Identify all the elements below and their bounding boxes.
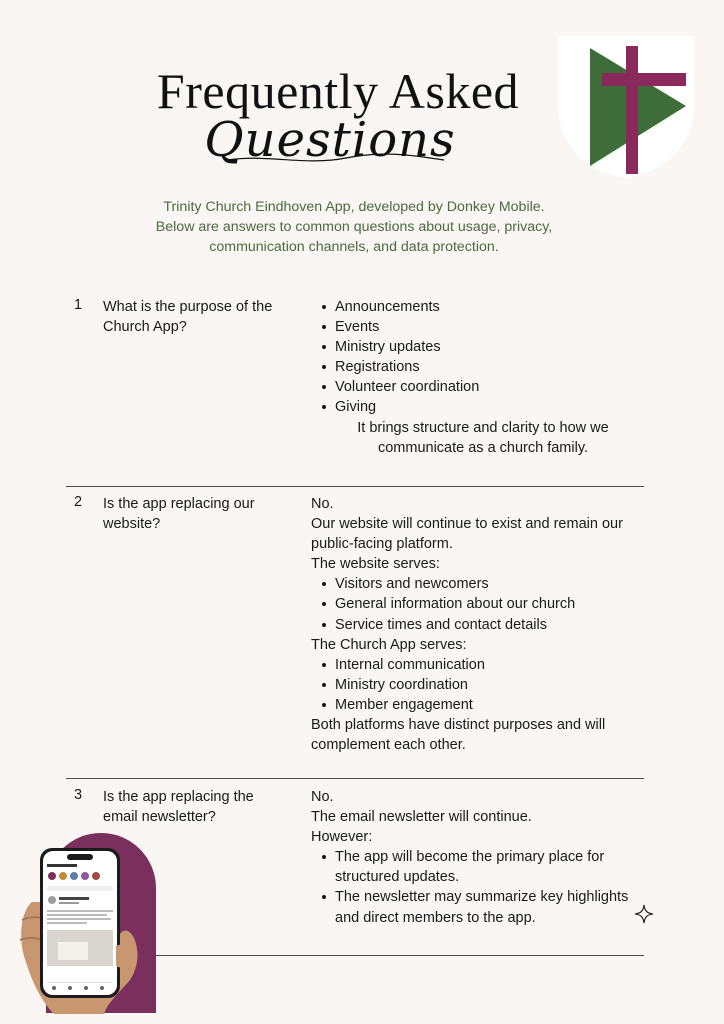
faq-closing [311, 418, 631, 458]
hand-holding-phone-icon [12, 842, 162, 1014]
faq-number: 1 [74, 297, 83, 313]
list-item: Visitors and newcomers [311, 574, 651, 594]
list-item: Registrations [311, 357, 651, 377]
intro-line: communication channels, and data protection. [209, 239, 499, 255]
list-item-line: and direct members to the app. [335, 909, 536, 926]
title-flourish-icon [226, 152, 446, 166]
faq-subheading: The website serves: [311, 556, 440, 573]
faq-bullet-list [311, 655, 651, 715]
faq-bullet-list [311, 297, 651, 418]
faq-paragraph-line: Our website will continue to exist and remain our [311, 516, 623, 533]
list-item: Giving [311, 397, 651, 417]
faq-question-line: website? [103, 516, 161, 532]
list-item: Events [311, 317, 651, 337]
list-item: Service times and contact details [311, 615, 651, 635]
divider [66, 486, 644, 487]
list-item: Announcements [311, 297, 651, 317]
intro-line: Trinity Church Eindhoven App, developed by Donkey Mobile. [163, 199, 545, 215]
faq-answer [311, 297, 651, 458]
faq-question [103, 494, 303, 534]
faq-closing-line: communicate as a church family. [377, 439, 589, 456]
list-item: Volunteer coordination [311, 377, 651, 397]
intro-text [120, 197, 588, 257]
faq-answer-no: No. [311, 496, 334, 512]
sparkle-icon [634, 904, 654, 924]
divider [66, 778, 644, 779]
faq-answer-no: No. [311, 789, 334, 805]
faq-paragraph-line: public-facing platform. [311, 536, 453, 553]
list-item-line: The app will become the primary place for [335, 849, 605, 866]
faq-subheading: However: [311, 829, 373, 846]
church-cross-logo-icon [558, 36, 694, 178]
list-item [311, 847, 651, 887]
faq-question-line: Is the app replacing the [103, 789, 254, 805]
faq-answer [311, 787, 651, 928]
faq-number: 3 [74, 787, 83, 803]
list-item: Ministry coordination [311, 675, 651, 695]
faq-question-line: Church App? [103, 319, 187, 335]
faq-paragraph-line: The email newsletter will continue. [311, 809, 532, 826]
faq-question-line: email newsletter? [103, 809, 216, 825]
page-title: Frequently Asked [156, 63, 520, 119]
page-title-script-text: Questions [204, 112, 456, 168]
faq-answer [311, 494, 651, 755]
list-item-line: structured updates. [335, 869, 460, 886]
list-item-line: The newsletter may summarize key highlights [335, 889, 629, 906]
faq-bullet-list [311, 847, 651, 927]
faq-question [103, 787, 303, 827]
faq-bullet-list [311, 574, 651, 634]
list-item [311, 887, 651, 927]
intro-line: Below are answers to common questions about usage, privacy, [155, 219, 553, 235]
faq-number: 2 [74, 494, 83, 510]
faq-subheading: The Church App serves: [311, 636, 467, 653]
list-item: Ministry updates [311, 337, 651, 357]
list-item: General information about our church [311, 594, 651, 614]
faq-closing-line: It brings structure and clarity to how we [357, 419, 609, 436]
faq-question-line: Is the app replacing our [103, 496, 255, 512]
list-item: Internal communication [311, 655, 651, 675]
faq-question-line: What is the purpose of the [103, 299, 273, 315]
list-item: Member engagement [311, 695, 651, 715]
faq-paragraph-line: Both platforms have distinct purposes and will [311, 717, 606, 734]
faq-paragraph-line: complement each other. [311, 737, 466, 754]
faq-question [103, 297, 303, 337]
